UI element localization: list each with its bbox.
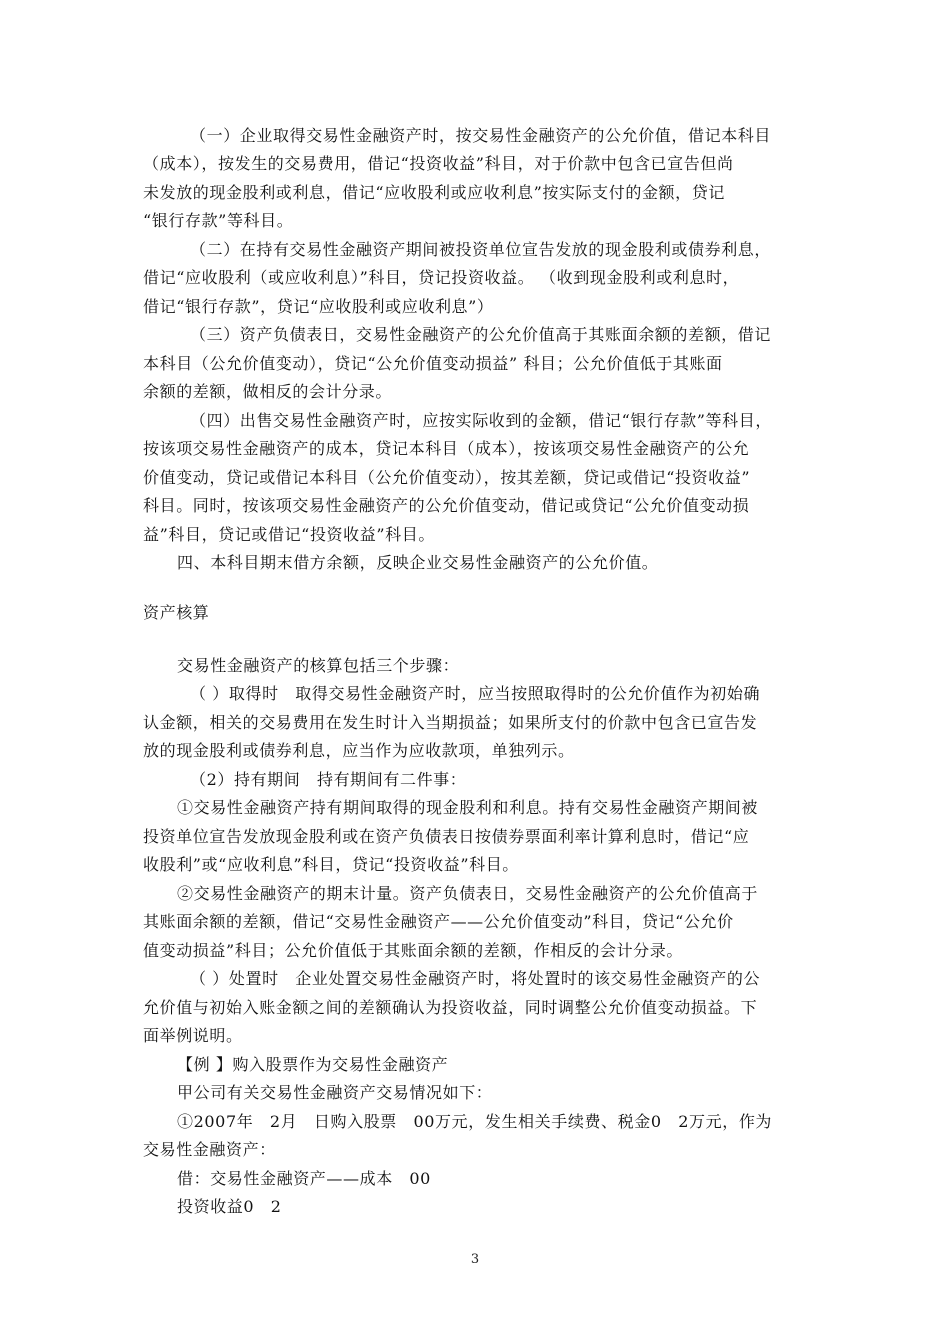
text-line: 认金额，相关的交易费用在发生时计入当期损益；如果所支付的价款中包含已宣告发 (143, 713, 758, 732)
text-line: 投资单位宣告发放现金股利或在资产负债表日按债券票面利率计算利息时，借记“应 (143, 827, 750, 846)
text-line: 甲公司有关交易性金融资产交易情况如下： (177, 1083, 493, 1102)
text-line: 交易性金融资产： (143, 1140, 276, 1159)
text-line: 收股利”或“应收利息”科目，贷记“投资收益”科目。 (143, 855, 519, 874)
text-line: 值变动损益”科目；公允价值低于其账面余额的差额，作相反的会计分录。 (143, 941, 683, 960)
journal-entry-line: 投资收益0 2 (177, 1197, 282, 1216)
text-line: 借记“银行存款”，贷记“应收股利或应收利息”） (143, 297, 494, 316)
text-line: 放的现金股利或债券利息，应当作为应收款项，单独列示。 (143, 741, 575, 760)
text-line: 借记“应收股利（或应收利息）”科目，贷记投资收益。 （收到现金股利或利息时， (143, 268, 740, 287)
text-line: （一）企业取得交易性金融资产时，按交易性金融资产的公允价值，借记本科目 (190, 126, 772, 145)
text-line: （ ）取得时 取得交易性金融资产时，应当按照取得时的公允价值作为初始确 (190, 684, 761, 703)
text-line: 按该项交易性金融资产的成本，贷记本科目（成本），按该项交易性金融资产的公允 (143, 439, 750, 458)
text-line: 价值变动，贷记或借记本科目（公允价值变动），按其差额，贷记或借记“投资收益” (143, 468, 751, 487)
text-line: （四）出售交易性金融资产时，应按实际收到的金额，借记“银行存款”等科目， (190, 411, 772, 430)
page-number: 3 (470, 1252, 480, 1267)
text-line: 余额的差额，做相反的会计分录。 (143, 382, 393, 401)
text-line: （2）持有期间 持有期间有二件事： (190, 770, 467, 789)
text-line: （三）资产负债表日，交易性金融资产的公允价值高于其账面余额的差额，借记 (190, 325, 772, 344)
text-line: （ ）处置时 企业处置交易性金融资产时，将处置时的该交易性金融资产的公 (190, 969, 761, 988)
example-heading: 【例 】购入股票作为交易性金融资产 (177, 1055, 449, 1074)
text-line: 面举例说明。 (143, 1026, 243, 1045)
section-heading: 资产核算 (143, 603, 210, 622)
text-line: 未发放的现金股利或利息，借记“应收股利或应收利息”按实际支付的金额，贷记 (143, 183, 725, 202)
text-line: ①2007年 2月 日购入股票 00万元，发生相关手续费、税金0 2万元，作为 (177, 1112, 773, 1131)
text-line: 四、本科目期末借方余额，反映企业交易性金融资产的公允价值。 (177, 553, 659, 572)
text-line: 科目。同时，按该项交易性金融资产的公允价值变动，借记或贷记“公允价值变动损 (143, 496, 750, 515)
text-line: 交易性金融资产的核算包括三个步骤： (177, 656, 460, 675)
text-line: ②交易性金融资产的期末计量。资产负债表日，交易性金融资产的公允价值高于 (177, 884, 759, 903)
text-line: 本科目（公允价值变动），贷记“公允价值变动损益” 科目；公允价值低于其账面 (143, 354, 723, 373)
text-line: “银行存款”等科目。 (143, 211, 294, 230)
text-line: 益”科目，贷记或借记“投资收益”科目。 (143, 525, 435, 544)
text-line: （成本），按发生的交易费用，借记“投资收益”科目，对于价款中包含已宣告但尚 (143, 154, 734, 173)
text-line: （二）在持有交易性金融资产期间被投资单位宣告发放的现金股利或债券利息， (190, 240, 772, 259)
text-line: ①交易性金融资产持有期间取得的现金股利和利息。持有交易性金融资产期间被 (177, 798, 759, 817)
text-line: 允价值与初始入账金额之间的差额确认为投资收益，同时调整公允价值变动损益。下 (143, 998, 758, 1017)
text-line: 其账面余额的差额，借记“交易性金融资产——公允价值变动”科目，贷记“公允价 (143, 912, 734, 931)
journal-entry-debit: 借：交易性金融资产——成本 00 (177, 1169, 431, 1188)
